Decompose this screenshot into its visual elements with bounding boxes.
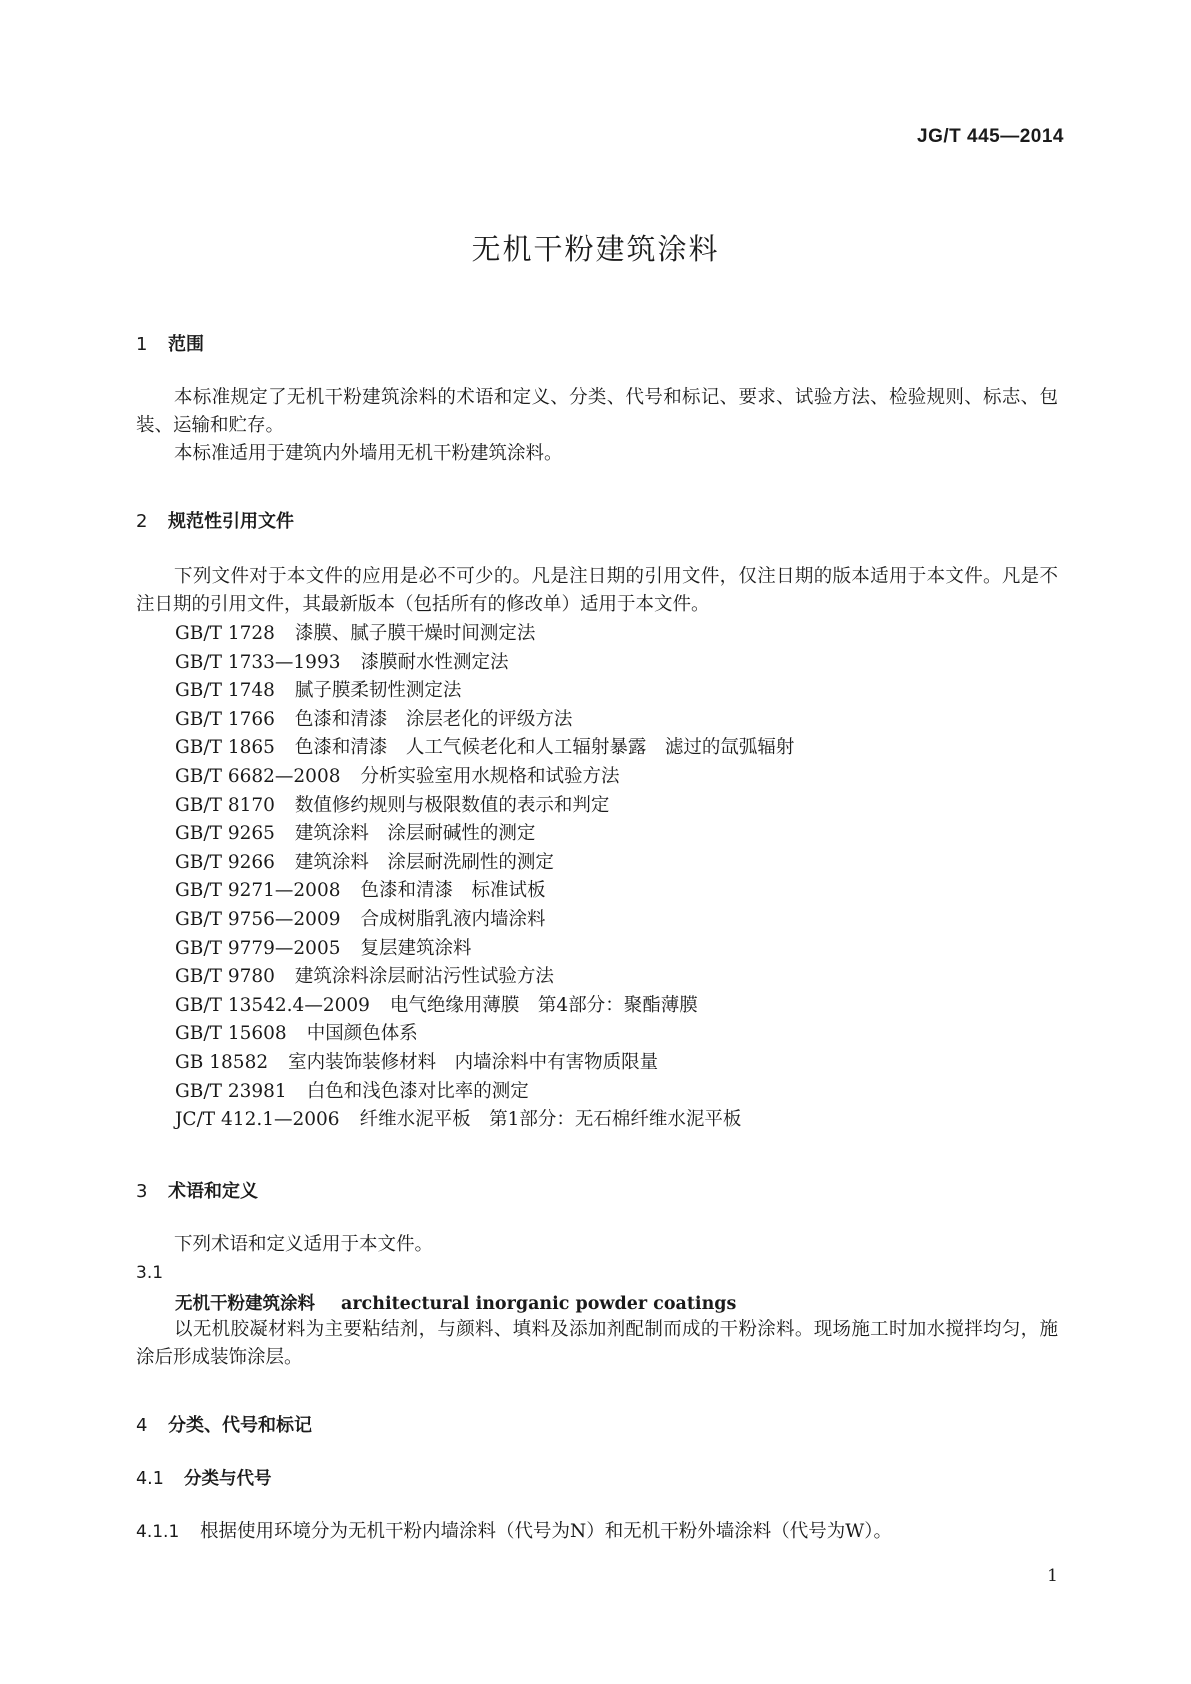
ref-title: 漆膜耐水性测定法 (360, 651, 509, 673)
ref-title: 合成树脂乳液内墙涂料 (360, 908, 546, 930)
ref-title: 色漆和清漆 涂层老化的评级方法 (294, 708, 573, 730)
section-title: 术语和定义 (168, 1181, 258, 1202)
subsection-title: 分类与代号 (184, 1469, 272, 1489)
ref-title: 纤维水泥平板 第1部分：无石棉纤维水泥平板 (359, 1109, 742, 1131)
document-title: 无机干粉建筑涂料 (471, 232, 720, 266)
ref-code: GB/T 9780 (175, 966, 275, 988)
ref-title: 白色和浅色漆对比率的测定 (306, 1080, 529, 1102)
ref-title: 建筑涂料 涂层耐碱性的测定 (294, 823, 536, 845)
ref-code: GB/T 9265 (175, 823, 275, 845)
reference-item (175, 706, 794, 735)
reference-item (175, 620, 794, 649)
ref-code: GB/T 13542.4—2009 (175, 994, 370, 1016)
ref-title: 中国颜色体系 (306, 1023, 418, 1045)
ref-title: 建筑涂料涂层耐沾污性试验方法 (294, 966, 554, 988)
ref-code: GB/T 23981 (175, 1080, 287, 1102)
ref-code: GB/T 9266 (175, 851, 275, 873)
reference-item (175, 877, 794, 906)
ref-code: GB/T 9756—2009 (175, 908, 341, 930)
section-title: 规范性引用文件 (168, 511, 294, 532)
ref-code: GB/T 9779—2005 (175, 937, 341, 959)
ref-title: 色漆和清漆 人工气候老化和人工辐射暴露 滤过的氙弧辐射 (294, 737, 795, 759)
ref-title: 色漆和清漆 标准试板 (360, 880, 546, 902)
term-zh: 无机干粉建筑涂料 (175, 1294, 315, 1314)
reference-item (175, 677, 794, 706)
reference-item (175, 1049, 794, 1078)
section-2-intro (136, 563, 1058, 619)
page-number: 1 (1047, 1566, 1058, 1586)
reference-item (175, 792, 794, 821)
section-3-intro (136, 1231, 1058, 1259)
ref-title: 复层建筑涂料 (360, 937, 472, 959)
ref-code: GB/T 1766 (175, 708, 275, 730)
reference-item (175, 906, 794, 935)
ref-code: GB 18582 (175, 1051, 269, 1073)
paragraph: 本标准规定了无机干粉建筑涂料的术语和定义、分类、代号和标记、要求、试验方法、检验规则、标志、包装、运输和贮存。 (136, 387, 1058, 436)
ref-title: 室内装饰装修材料 内墙涂料中有害物质限量 (288, 1051, 659, 1073)
standard-code: JG/T 445—2014 (917, 126, 1064, 147)
reference-item (175, 849, 794, 878)
term-number: 3.1 (136, 1263, 164, 1283)
ref-code: GB/T 1865 (175, 737, 275, 759)
paragraph: 以无机胶凝材料为主要粘结剂，与颜料、填料及添加剂配制而成的干粉涂料。现场施工时加水搅拌均匀，施涂后形成装饰涂层。 (136, 1319, 1058, 1368)
reference-item (175, 1020, 794, 1049)
ref-code: GB/T 1748 (175, 680, 275, 702)
section-number: 2 (136, 511, 148, 532)
section-3-heading (136, 1177, 258, 1203)
ref-code: GB/T 15608 (175, 1023, 287, 1045)
clause-number: 4.1.1 (136, 1522, 180, 1542)
reference-item (175, 649, 794, 678)
section-title: 范围 (168, 334, 204, 355)
ref-title: 腻子膜柔韧性测定法 (294, 680, 462, 702)
ref-title: 电气绝缘用薄膜 第4部分：聚酯薄膜 (389, 994, 698, 1016)
section-2-heading (136, 507, 294, 533)
paragraph: 本标准适用于建筑内外墙用无机干粉建筑涂料。 (174, 443, 563, 464)
clause-4-1-1 (136, 1517, 892, 1543)
reference-item (175, 963, 794, 992)
clause-text: 根据使用环境分为无机干粉内墙涂料（代号为N）和无机干粉外墙涂料（代号为W）。 (200, 1521, 892, 1542)
subsection-number: 4.1 (136, 1469, 164, 1489)
subsection-4-1-heading (136, 1465, 272, 1490)
reference-item (175, 935, 794, 964)
section-number: 1 (136, 334, 148, 355)
ref-title: 分析实验室用水规格和试验方法 (360, 765, 620, 787)
section-1-body (136, 384, 1058, 468)
ref-title: 数值修约规则与极限数值的表示和判定 (294, 794, 610, 816)
ref-code: GB/T 9271—2008 (175, 880, 341, 902)
ref-code: GB/T 1728 (175, 623, 275, 644)
term-definition (136, 1316, 1058, 1372)
section-number: 3 (136, 1181, 148, 1202)
reference-item (175, 992, 794, 1021)
term-heading (175, 1290, 736, 1315)
term-en: architectural inorganic powder coatings (341, 1294, 737, 1314)
ref-code: GB/T 6682—2008 (175, 765, 341, 787)
reference-item (175, 763, 794, 792)
reference-item (175, 820, 794, 849)
ref-code: GB/T 8170 (175, 794, 275, 816)
reference-item (175, 1106, 794, 1135)
paragraph: 下列文件对于本文件的应用是必不可少的。凡是注日期的引用文件，仅注日期的版本适用于本文件。凡是不注日期的引用文件，其最新版本（包括所有的修改单）适用于本文件。 (136, 566, 1058, 615)
section-title: 分类、代号和标记 (168, 1415, 312, 1436)
section-number: 4 (136, 1415, 148, 1436)
ref-title: 漆膜、腻子膜干燥时间测定法 (294, 623, 536, 644)
ref-code: JC/T 412.1—2006 (175, 1109, 340, 1131)
section-4-heading (136, 1411, 312, 1437)
reference-item (175, 734, 794, 763)
reference-item (175, 1078, 794, 1107)
paragraph: 下列术语和定义适用于本文件。 (174, 1234, 434, 1255)
section-1-heading (136, 330, 204, 356)
reference-list (175, 620, 794, 1135)
ref-title: 建筑涂料 涂层耐洗刷性的测定 (294, 851, 554, 873)
ref-code: GB/T 1733—1993 (175, 651, 341, 673)
